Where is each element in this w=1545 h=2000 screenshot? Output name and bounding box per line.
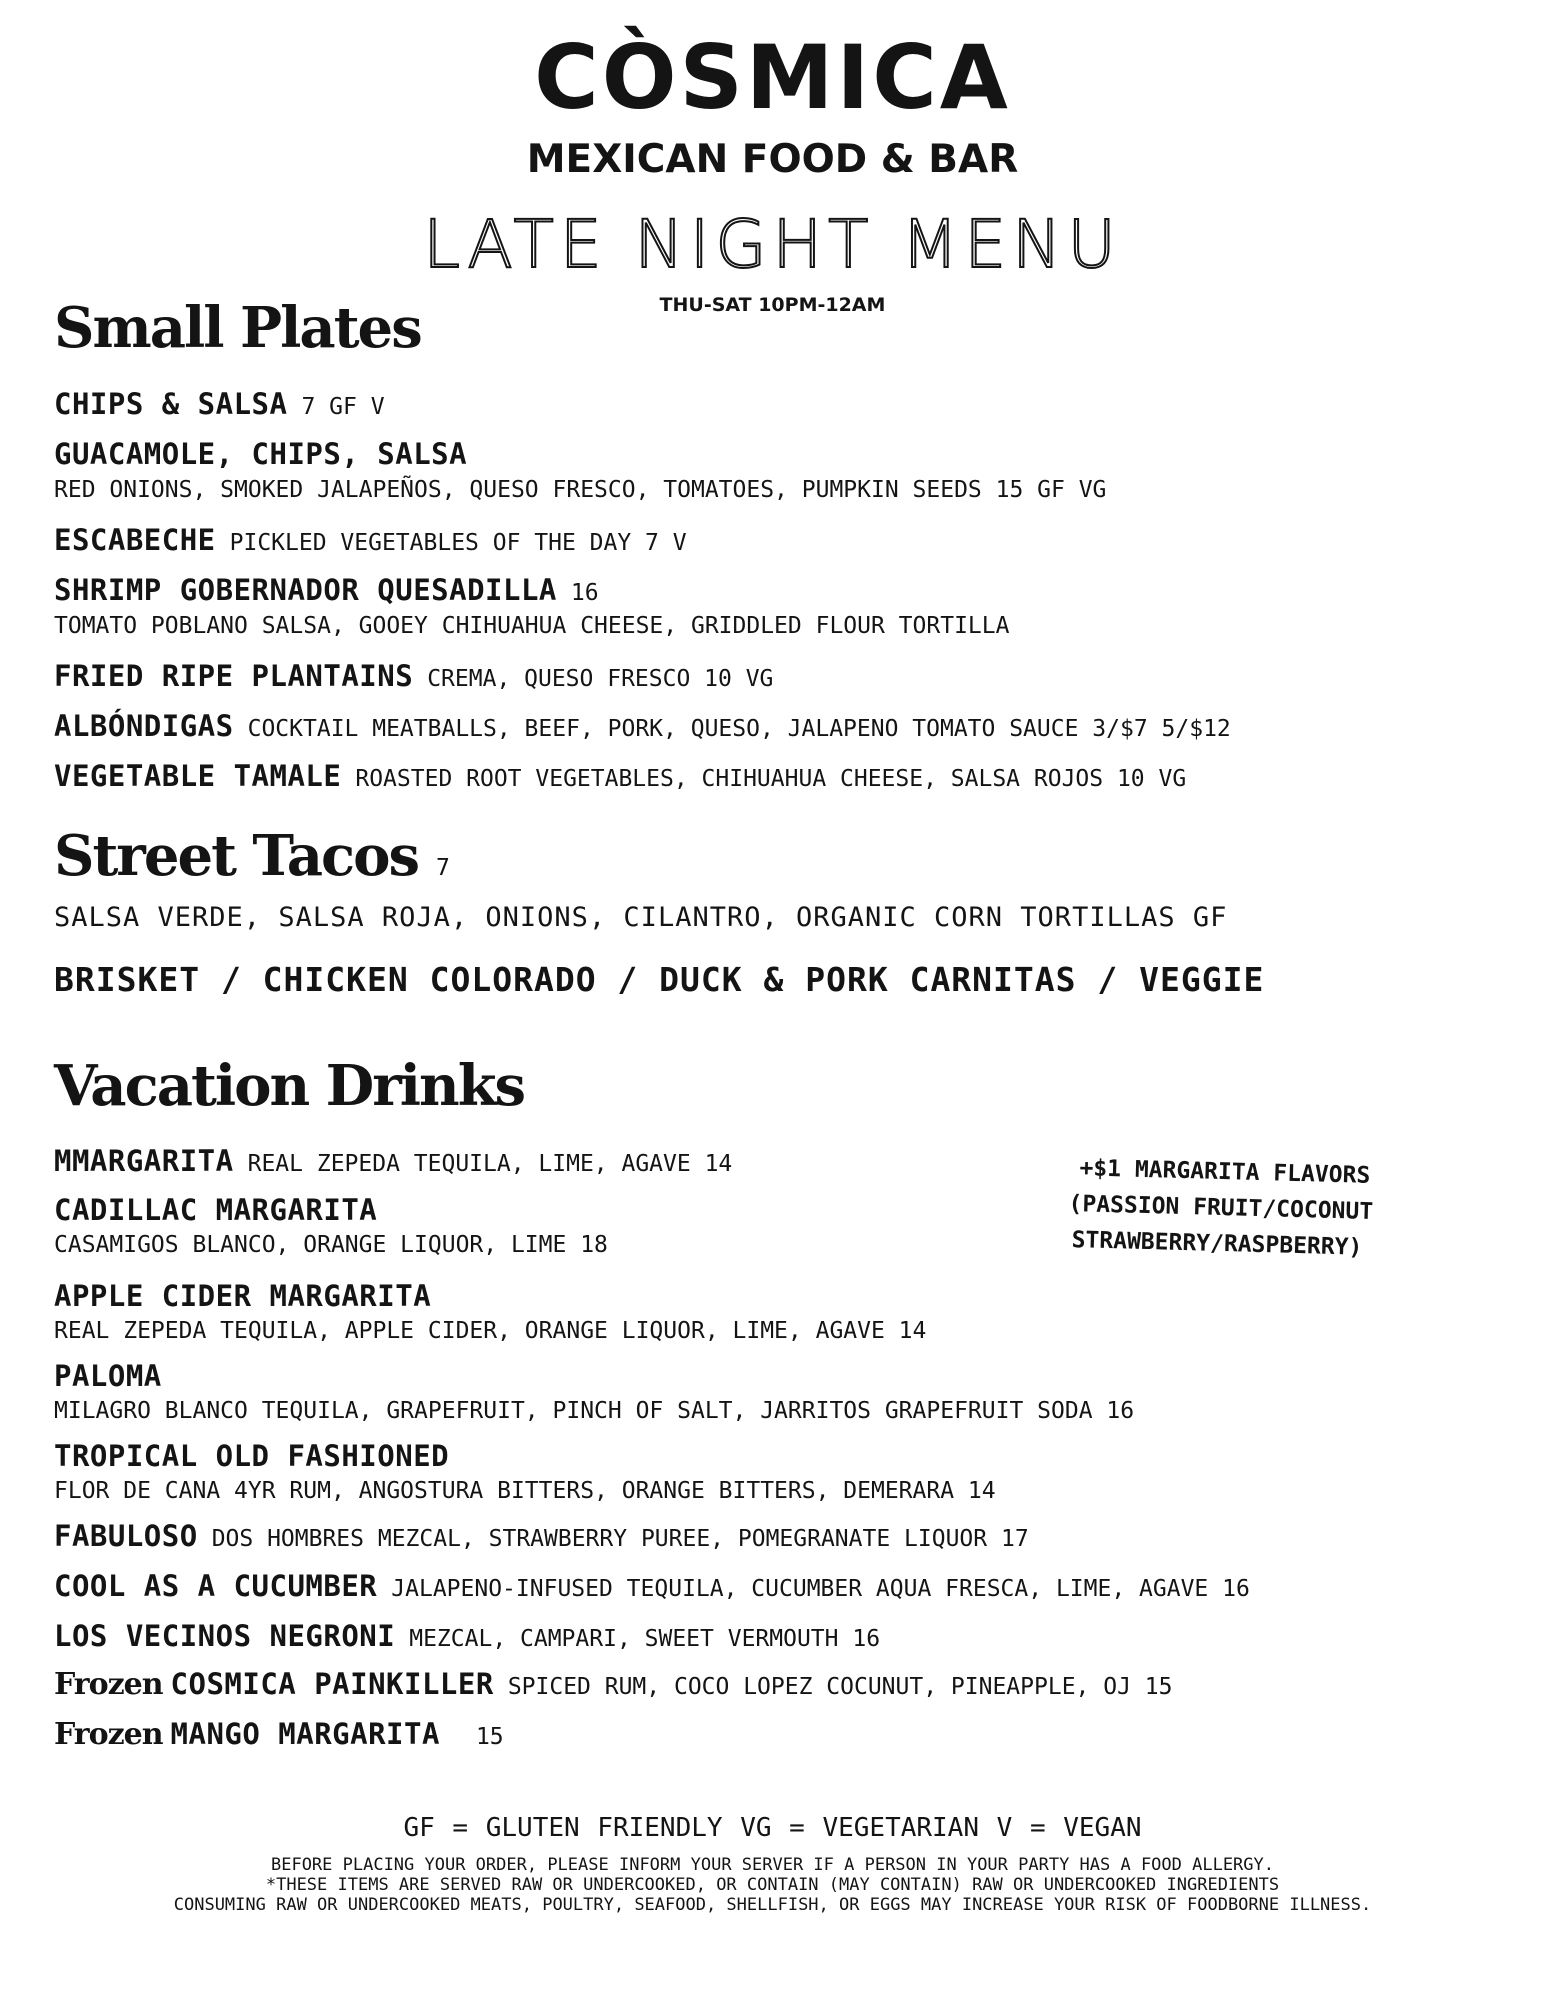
drink-description	[54, 1320, 926, 1343]
drink-desc: REAL ZEPEDA TEQUILA, APPLE CIDER, ORANGE LIQUOR, LIME, AGAVE 14	[54, 1318, 927, 1344]
drink-info: SPICED RUM, COCO LOPEZ COCUNUT, PINEAPPLE, OJ 15	[507, 1674, 1173, 1700]
flavor-note-line: STRAWBERRY/RASPBERRY)	[1071, 1227, 1363, 1261]
item-name: VEGETABLE TAMALE	[54, 759, 342, 793]
raw-items-disclaimer: *THESE ITEMS ARE SERVED RAW OR UNDERCOOKED, OR CONTAIN (MAY CONTAIN) RAW OR UNDERCOOKED INGREDIENTS	[265, 1875, 1280, 1895]
flavor-note-line: +$1 MARGARITA FLAVORS	[1079, 1155, 1371, 1189]
drink-item	[54, 1717, 504, 1752]
allergy-disclaimer: BEFORE PLACING YOUR ORDER, PLEASE INFORM YOUR SERVER IF A PERSON IN YOUR PARTY HAS A FOOD ALLERGY.	[270, 1855, 1275, 1875]
menu-title: LATE NIGHT MENU	[423, 206, 1122, 283]
drink-desc: FLOR DE CANA 4YR RUM, ANGOSTURA BITTERS, ORANGE BITTERS, DEMERARA 14	[54, 1478, 996, 1504]
drink-name: MMARGARITA	[54, 1144, 234, 1178]
drink-item	[54, 1619, 881, 1653]
drink-item	[54, 1144, 733, 1178]
item-description	[54, 479, 1106, 502]
small-plates-heading: Small Plates	[54, 295, 421, 361]
item-info: COCKTAIL MEATBALLS, BEEF, PORK, QUESO, JALAPENO TOMATO SAUCE 3/$7 5/$12	[247, 716, 1231, 742]
drink-item	[54, 1519, 1029, 1553]
margarita-flavors-note	[1067, 1150, 1374, 1266]
drink-description	[54, 1480, 996, 1503]
item-info: 7 GF V	[301, 394, 385, 420]
drink-item	[54, 1279, 432, 1313]
vacation-drinks-heading: Vacation Drinks	[54, 1053, 525, 1119]
drink-info: 15	[475, 1724, 504, 1750]
menu-hours: THU-SAT 10PM-12AM	[659, 294, 886, 316]
drink-name: LOS VECINOS NEGRONI	[54, 1619, 396, 1653]
street-tacos-heading	[54, 823, 450, 889]
drink-item	[54, 1193, 378, 1227]
section-price: 7	[436, 855, 450, 881]
item-name: ESCABECHE	[54, 523, 216, 557]
drink-name: FABULOSO	[54, 1519, 198, 1553]
brand-title: CÒSMICA	[534, 26, 1011, 129]
drink-name: PALOMA	[54, 1359, 162, 1393]
drink-item	[54, 1569, 1250, 1603]
tacos-description: SALSA VERDE, SALSA ROJA, ONIONS, CILANTRO, ORGANIC CORN TORTILLAS GF	[54, 902, 1228, 933]
frozen-label: Frozen	[54, 1667, 163, 1702]
section-title: Street Tacos	[54, 823, 419, 889]
brand-subtitle: MEXICAN FOOD & BAR	[526, 137, 1019, 182]
frozen-label: Frozen	[54, 1717, 163, 1752]
menu-item	[54, 573, 599, 607]
item-info: PICKLED VEGETABLES OF THE DAY 7 V	[229, 530, 687, 556]
drink-desc: MILAGRO BLANCO TEQUILA, GRAPEFRUIT, PINCH OF SALT, JARRITOS GRAPEFRUIT SODA 16	[54, 1398, 1135, 1424]
drink-info: DOS HOMBRES MEZCAL, STRAWBERRY PUREE, POMEGRANATE LIQUOR 17	[211, 1526, 1029, 1552]
drink-name: APPLE CIDER MARGARITA	[54, 1279, 432, 1313]
item-name: SHRIMP GOBERNADOR QUESADILLA	[54, 573, 557, 607]
item-desc: RED ONIONS, SMOKED JALAPEÑOS, QUESO FRESCO, TOMATOES, PUMPKIN SEEDS 15 GF VG	[54, 477, 1107, 503]
drink-name: MANGO MARGARITA	[170, 1717, 440, 1751]
foodborne-illness-disclaimer: CONSUMING RAW OR UNDERCOOKED MEATS, POULTRY, SEAFOOD, SHELLFISH, OR EGGS MAY INCREASE YOUR RISK OF FOODBORNE ILLNESS.	[173, 1895, 1372, 1915]
drink-info: MEZCAL, CAMPARI, SWEET VERMOUTH 16	[409, 1626, 881, 1652]
item-name: FRIED RIPE PLANTAINS	[54, 659, 414, 693]
menu-item	[54, 759, 1187, 793]
drink-description	[54, 1234, 608, 1257]
drink-info: JALAPENO-INFUSED TEQUILA, CUCUMBER AQUA FRESCA, LIME, AGAVE 16	[391, 1576, 1250, 1602]
menu-item	[54, 659, 774, 693]
item-info: 16	[570, 580, 599, 606]
item-name: ALBÓNDIGAS	[54, 709, 234, 743]
drink-name: CADILLAC MARGARITA	[54, 1193, 378, 1227]
drink-name: COOL AS A CUCUMBER	[54, 1569, 378, 1603]
tacos-options: BRISKET / CHICKEN COLORADO / DUCK & PORK CARNITAS / VEGGIE	[54, 960, 1265, 999]
item-name: GUACAMOLE, CHIPS, SALSA	[54, 437, 468, 471]
dietary-legend: GF = GLUTEN FRIENDLY VG = VEGETARIAN V = VEGAN	[403, 1813, 1142, 1843]
drink-desc: CASAMIGOS BLANCO, ORANGE LIQUOR, LIME 18	[54, 1232, 608, 1258]
drink-description	[54, 1400, 1134, 1423]
flavor-note-line: (PASSION FRUIT/COCONUT	[1068, 1190, 1374, 1225]
drink-item	[54, 1359, 162, 1393]
drink-info: REAL ZEPEDA TEQUILA, LIME, AGAVE 14	[247, 1151, 733, 1177]
drink-item	[54, 1439, 450, 1473]
item-description	[54, 615, 1009, 638]
menu-item	[54, 523, 687, 557]
menu-item	[54, 437, 468, 471]
item-desc: TOMATO POBLANO SALSA, GOOEY CHIHUAHUA CHEESE, GRIDDLED FLOUR TORTILLA	[54, 613, 1010, 639]
drink-item	[54, 1667, 1173, 1702]
menu-item	[54, 709, 1231, 743]
item-info: ROASTED ROOT VEGETABLES, CHIHUAHUA CHEESE, SALSA ROJOS 10 VG	[355, 766, 1187, 792]
menu-item	[54, 387, 385, 421]
item-info: CREMA, QUESO FRESCO 10 VG	[427, 666, 774, 692]
drink-name: COSMICA PAINKILLER	[170, 1667, 494, 1701]
drink-name: TROPICAL OLD FASHIONED	[54, 1439, 450, 1473]
item-name: CHIPS & SALSA	[54, 387, 288, 421]
